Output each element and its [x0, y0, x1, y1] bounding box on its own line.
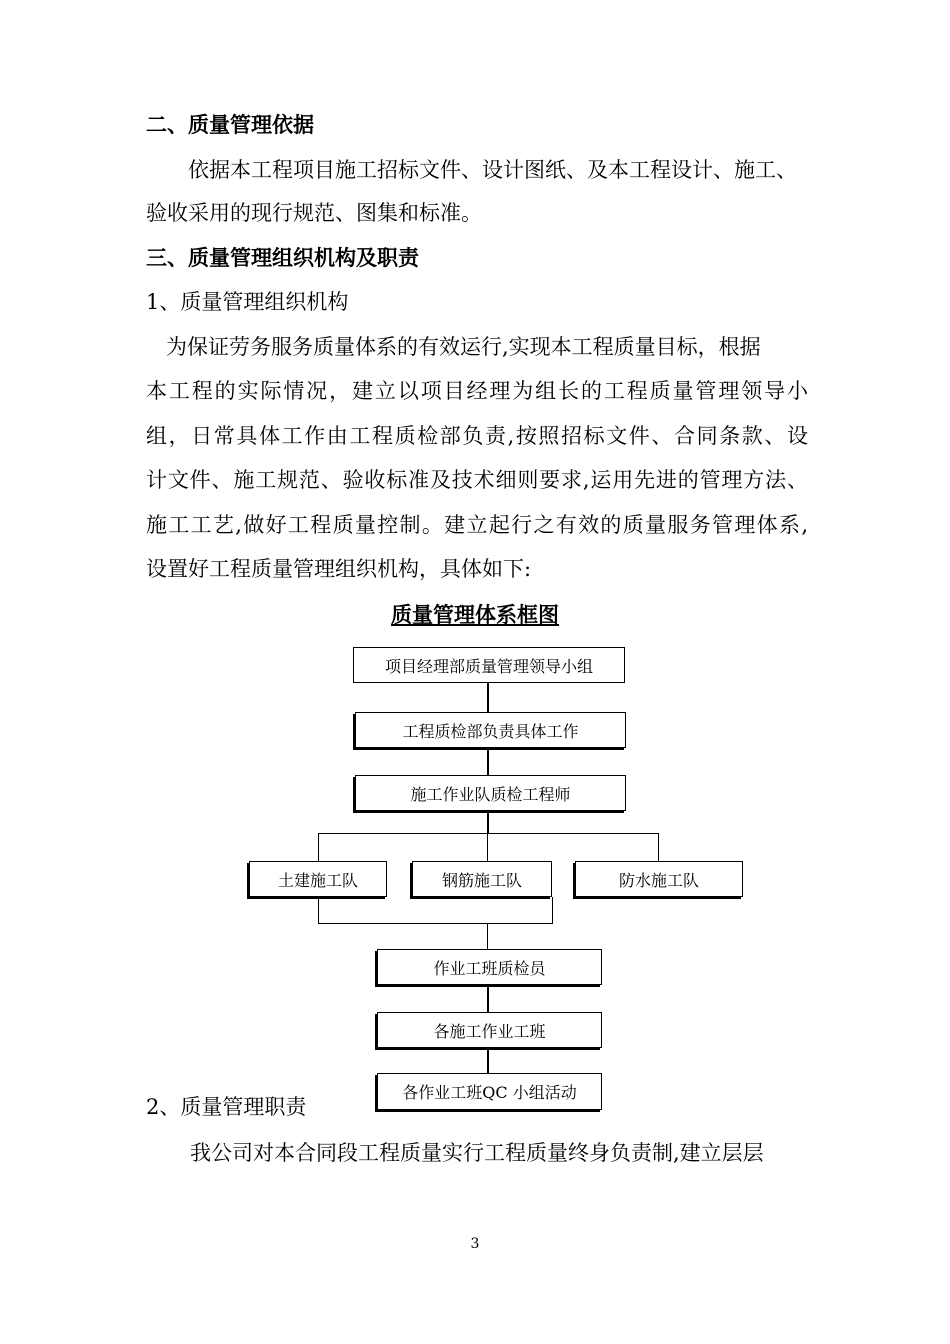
connector-inspector-to-classes [487, 985, 489, 1012]
section3-2-paragraph-line1: 我公司对本合同段工程质量实行工程质量终身负责制,建立层层 [190, 1141, 764, 1165]
section2-paragraph-line2: 验收采用的现行规范、图集和标准。 [146, 201, 482, 225]
node-team-engineer: 施工作业队质检工程师 [355, 775, 626, 811]
page-number: 3 [470, 1236, 480, 1252]
section3-paragraph-line1: 为保证劳务服务质量体系的有效运行,实现本工程质量目标，根据 [166, 335, 761, 359]
section3-paragraph-line4: 计文件、施工规范、验收标准及技术细则要求,运用先进的管理方法、 [146, 468, 808, 492]
node-class-inspector: 作业工班质检员 [377, 949, 602, 985]
node-waterproof-team: 防水施工队 [575, 861, 743, 897]
connector-qc-to-engineer [487, 748, 489, 775]
node-work-classes: 各施工作业工班 [377, 1012, 602, 1048]
section3-paragraph-line3: 组，日常具体工作由工程质检部负责,按照招标文件、合同条款、设 [146, 424, 808, 448]
section3-heading: 三、质量管理组织机构及职责 [146, 245, 419, 270]
section3-paragraph-line5: 施工工艺,做好工程质量控制。建立起行之有效的质量服务管理体系, [146, 513, 808, 537]
node-civil-team: 土建施工队 [249, 861, 387, 897]
connector-engineer-to-bus [487, 810, 489, 834]
connector-bottom-bus-to-inspector [487, 923, 488, 949]
connector-leader-to-qc [487, 682, 489, 712]
node-rebar-team: 钢筋施工队 [412, 861, 552, 897]
connector-bus-to-rebar [487, 833, 488, 861]
section2-paragraph-line1: 依据本工程项目施工招标文件、设计图纸、及本工程设计、施工、 [188, 158, 797, 182]
connector-civil-to-bottom-bus [318, 897, 319, 924]
connector-top-bus [318, 833, 658, 834]
section3-paragraph-line6: 设置好工程质量管理组织机构，具体如下: [146, 557, 532, 581]
section3-subheading-2: 2、质量管理职责 [146, 1095, 307, 1119]
connector-bottom-bus [318, 923, 553, 924]
connector-bus-to-civil [318, 833, 319, 861]
connector-rebar-to-bottom-bus [552, 897, 553, 924]
section3-subheading-1: 1、质量管理组织机构 [146, 290, 349, 314]
node-leader-group: 项目经理部质量管理领导小组 [353, 647, 625, 683]
section2-heading: 二、质量管理依据 [146, 112, 314, 137]
node-qc-activity: 各作业工班QC 小组活动 [377, 1073, 602, 1110]
diagram-title: 质量管理体系框图 [391, 602, 559, 627]
connector-bus-to-waterproof [658, 833, 659, 861]
section3-paragraph-line2: 本工程的实际情况，建立以项目经理为组长的工程质量管理领导小 [146, 379, 808, 403]
node-qc-dept: 工程质检部负责具体工作 [355, 712, 626, 748]
connector-classes-to-qc-activity [487, 1047, 489, 1073]
